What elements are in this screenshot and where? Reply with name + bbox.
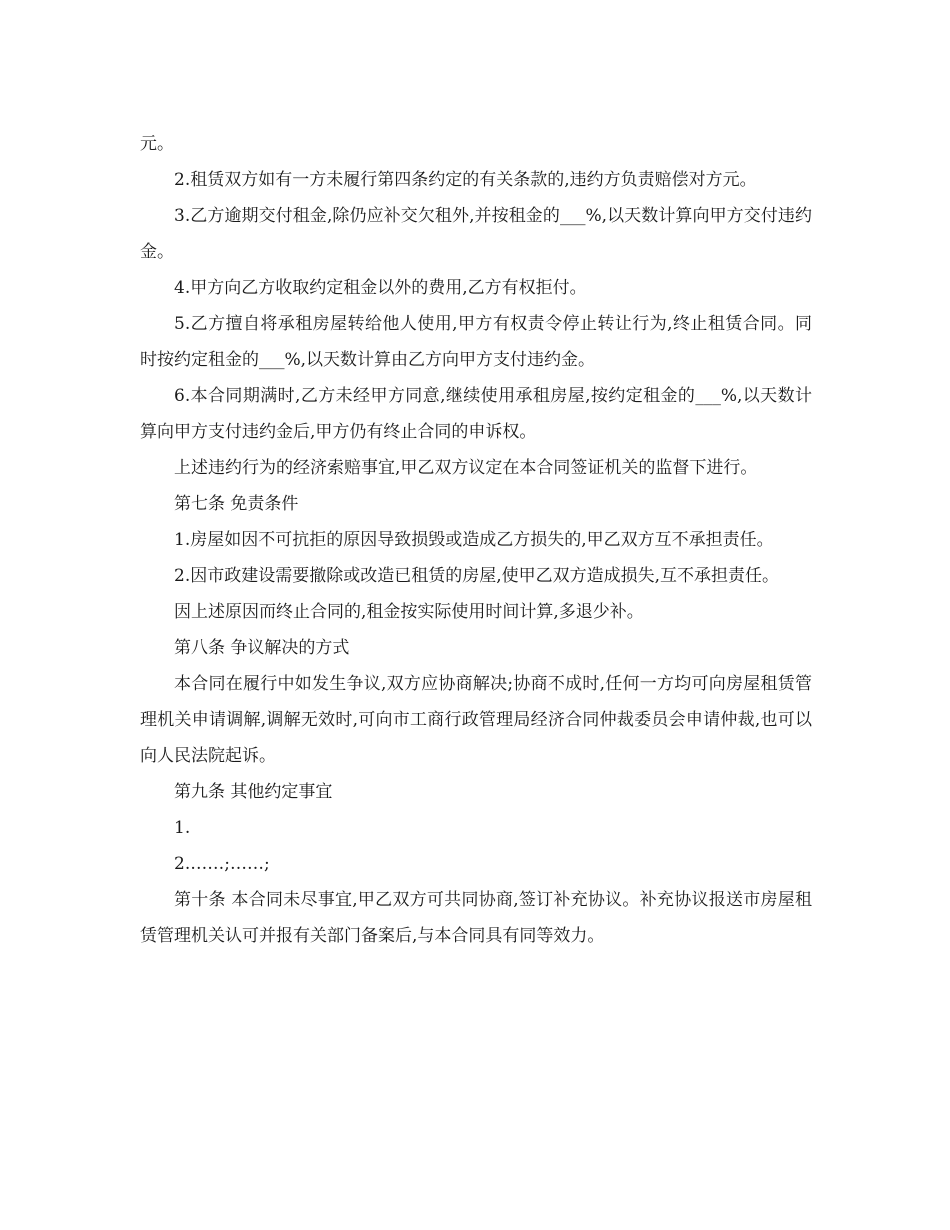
paragraph-dispute-resolution: 本合同在履行中如发生争议,双方应协商解决;协商不成时,任何一方均可向房屋租赁管理机关申请调解,调解无效时,可向市工商行政管理局经济合同仲裁委员会申请仲裁,也可以向人民法院起诉。 bbox=[140, 674, 812, 766]
article-7-heading: 第七条 免责条件 bbox=[174, 494, 299, 514]
paragraph-clause-6-3: 3.乙方逾期交付租金,除仍应补交欠租外,并按租金的___%,以天数计算向甲方交付违约金。 bbox=[140, 206, 812, 262]
article-9-heading: 第九条 其他约定事宜 bbox=[174, 782, 333, 802]
paragraph-clause-6-6: 6.本合同期满时,乙方未经甲方同意,继续使用承租房屋,按约定租金的___%,以天数计算向甲方支付违约金后,甲方仍有终止合同的申诉权。 bbox=[140, 386, 812, 442]
article-8-heading: 第八条 争议解决的方式 bbox=[174, 638, 350, 658]
paragraph-clause-6-4: 4.甲方向乙方收取约定租金以外的费用,乙方有权拒付。 bbox=[174, 278, 587, 298]
paragraph-clause-7-2: 2.因市政建设需要撤除或改造已租赁的房屋,使甲乙双方造成损失,互不承担责任。 bbox=[174, 566, 780, 586]
paragraph-clause-9-2: 2.……;……; bbox=[174, 854, 270, 874]
paragraph-clause-9-1: 1. bbox=[174, 818, 191, 838]
article-10-paragraph: 第十条 本合同未尽事宜,甲乙双方可共同协商,签订补充协议。补充协议报送市房屋租赁管理机关认可并报有关部门备案后,与本合同具有同等效力。 bbox=[140, 890, 812, 946]
paragraph-clause-7-1: 1.房屋如因不可抗拒的原因导致损毁或造成乙方损失的,甲乙双方互不承担责任。 bbox=[174, 530, 774, 550]
paragraph-clause-6-5: 5.乙方擅自将承租房屋转给他人使用,甲方有权责令停止转让行为,终止租赁合同。同时按约定租金的___%,以天数计算由乙方向甲方支付违约金。 bbox=[140, 314, 812, 370]
contract-text-body bbox=[140, 126, 812, 954]
paragraph-continuation: 元。 bbox=[140, 134, 174, 154]
paragraph-clause-6-2: 2.租赁双方如有一方未履行第四条约定的有关条款的,违约方负责赔偿对方元。 bbox=[174, 170, 757, 190]
paragraph-termination-rent: 因上述原因而终止合同的,租金按实际使用时间计算,多退少补。 bbox=[174, 602, 644, 622]
paragraph-breach-claims: 上述违约行为的经济索赔事宜,甲乙双方议定在本合同签证机关的监督下进行。 bbox=[174, 458, 758, 478]
